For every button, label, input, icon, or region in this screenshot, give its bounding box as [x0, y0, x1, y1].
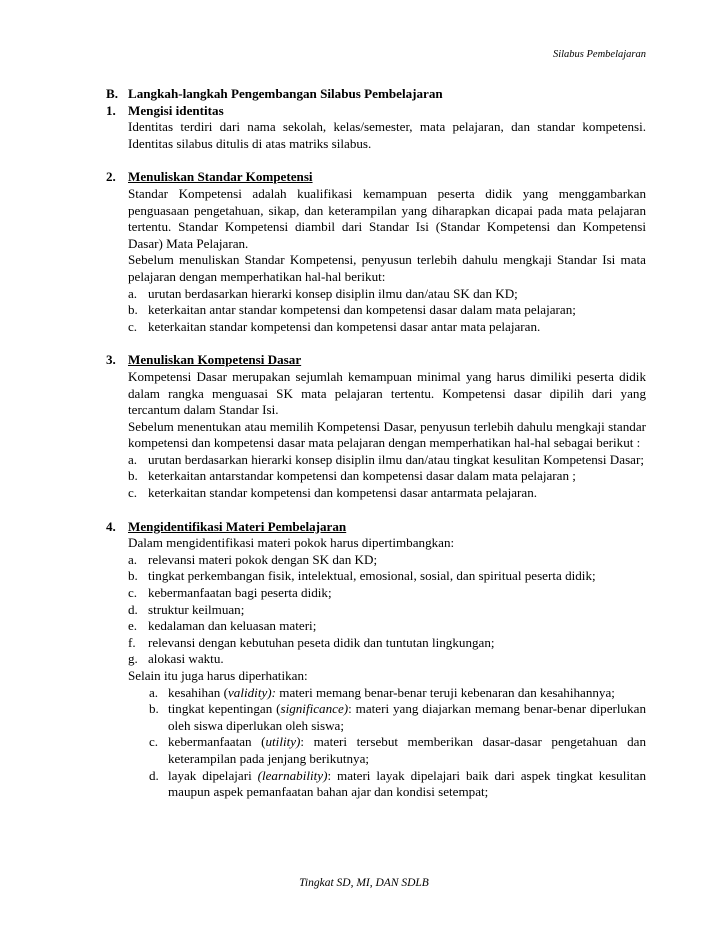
list-item: d. struktur keilmuan; [128, 601, 245, 617]
page-footer: Tingkat SD, MI, DAN SDLB [299, 877, 429, 889]
step-3-list [106, 452, 646, 502]
step-2-heading [106, 169, 646, 186]
step-2 [106, 169, 646, 335]
list-item: a. urutan berdasarkan hierarki konsep disiplin ilmu dan/atau tingkat kesulitan Kompetensi Dasar; [128, 451, 644, 467]
section-b-title: Langkah-langkah Pengembangan Silabus Pembelajaran [128, 86, 443, 101]
list-item: b. keterkaitan antarstandar kompetensi dan kompetensi dasar dalam mata pelajaran ; [128, 468, 576, 484]
step-3-heading [106, 352, 646, 369]
step-3-title: Menuliskan Kompetensi Dasar [128, 352, 302, 368]
running-header: Silabus Pembelajaran [552, 49, 646, 60]
step-2-title: Menuliskan Standar Kompetensi [128, 169, 313, 185]
step-4-intro: Dalam mengidentifikasi materi pokok harus dipertimbangkan: [128, 535, 455, 551]
step-1-number: 1. [106, 102, 116, 118]
list-item: c. keterkaitan standar kompetensi dan kompetensi dasar antarmata pelajaran. [128, 485, 538, 501]
step-4-also-intro: Selain itu juga harus diperhatikan: [128, 668, 308, 683]
step-3-paragraph-2: Sebelum menentukan atau memilih Kompetensi Dasar, penyusun terlebih dahulu mengkaji standar kompetensi dan kompetensi dasar mata pelajaran dengan memperhatikan hal-hal sebagai berikut : [128, 418, 646, 451]
step-1 [106, 103, 646, 153]
step-4-heading [106, 519, 646, 536]
step-1-paragraph: Identitas terdiri dari nama sekolah, kelas/semester, mata pelajaran, dan standar kompetensi. Identitas silabus ditulis di atas matriks silabus. [128, 119, 646, 151]
list-item: c. kebermanfaatan bagi peserta didik; [128, 585, 332, 601]
step-2-paragraph-1: Standar Kompetensi adalah kualifikasi kemampuan peserta didik yang menggambarkan penguasaan pengetahuan, sikap, dan keterampilan yang diharapkan dicapai pada mata pelajaran tertentu. Standar Kompetensi diambil dari Standar Isi (Standar Kompetensi dan Kompetensi Dasar) Mata Pelajaran. [128, 185, 646, 251]
list-item: a. relevansi materi pokok dengan SK dan KD; [128, 551, 378, 567]
step-4-list [106, 552, 646, 668]
step-4-criteria-list [106, 685, 646, 801]
list-item: a. kesahihan (validity): materi memang benar-benar teruji kebenaran dan kesahihannya; [149, 684, 615, 700]
step-2-list [106, 286, 646, 336]
step-4-number: 4. [106, 518, 116, 534]
step-3 [106, 352, 646, 501]
list-item: g. alokasi waktu. [128, 651, 224, 667]
step-1-heading [106, 103, 646, 120]
step-2-number: 2. [106, 169, 116, 185]
section-b-heading [106, 86, 646, 103]
list-item: b. tingkat perkembangan fisik, intelektual, emosional, sosial, dan spiritual peserta didik; [128, 568, 596, 584]
list-item: c. kebermanfaatan (utility): materi tersebut memberikan dasar-dasar pengetahuan dan keterampilan pada jenjang berikutnya; [149, 734, 646, 766]
document-body [106, 86, 646, 801]
list-item: b. keterkaitan antar standar kompetensi dan kompetensi dasar dalam mata pelajaran; [128, 302, 576, 318]
list-item: c. keterkaitan standar kompetensi dan kompetensi dasar antar mata pelajaran. [128, 318, 541, 334]
list-item: b. tingkat kepentingan (significance): materi yang diajarkan memang benar-benar diperlukan oleh siswa diperlukan oleh siswa; [149, 701, 646, 733]
list-item: a. urutan berdasarkan hierarki konsep disiplin ilmu dan/atau SK dan KD; [128, 285, 518, 301]
step-4-title: Mengidentifikasi Materi Pembelajaran [128, 518, 347, 534]
list-item: d. layak dipelajari (learnability): materi layak dipelajari baik dari aspek tingkat kesulitan maupun aspek pemanfaatan bahan ajar dan kondisi setempat; [149, 767, 646, 800]
step-3-paragraph-1: Kompetensi Dasar merupakan sejumlah kemampuan minimal yang harus dimiliki peserta didik dalam rangka menguasai SK mata pelajaran tertentu. Kompetensi dasar dipilih dari yang tercantum dalam Standar Isi. [128, 368, 646, 418]
step-1-title: Mengisi identitas [128, 102, 224, 118]
section-b-marker: B. [106, 86, 119, 101]
step-2-paragraph-2: Sebelum menuliskan Standar Kompetensi, penyusun terlebih dahulu mengkaji Standar Isi mata pelajaran dengan memperhatikan hal-hal berikut: [128, 252, 646, 284]
step-3-number: 3. [106, 352, 116, 368]
list-item: e. kedalaman dan keluasan materi; [128, 618, 317, 634]
step-4 [106, 519, 646, 801]
list-item: f. relevansi dengan kebutuhan peseta didik dan tuntutan lingkungan; [128, 634, 495, 650]
